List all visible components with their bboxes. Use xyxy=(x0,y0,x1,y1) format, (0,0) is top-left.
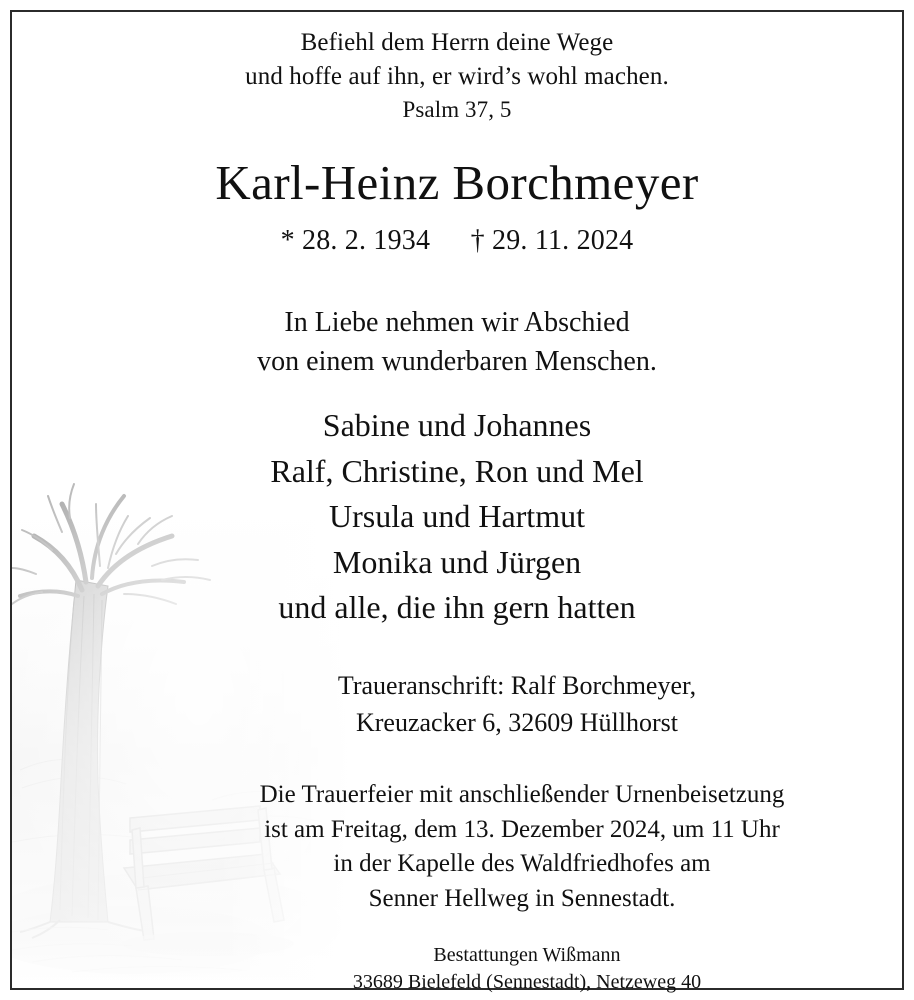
survivor-line: und alle, die ihn gern hatten xyxy=(278,588,636,625)
mourning-address-line-1: Traueranschrift: Ralf Borchmeyer, xyxy=(337,671,697,701)
mourning-address xyxy=(120,668,914,742)
verse-line-1: Befiehl dem Herrn deine Wege xyxy=(300,29,614,56)
farewell-line-2: von einem wunderbaren Menschen. xyxy=(257,346,657,377)
mourning-address-line-2: Kreuzacker 6, 32609 Hüllhorst xyxy=(355,708,679,738)
funeral-home-block xyxy=(140,942,914,996)
verse-source: Psalm 37, 5 xyxy=(402,97,512,122)
survivor-line: Sabine und Johannes xyxy=(322,407,592,444)
verse-line-2: und hoffe auf ihn, er wird’s wohl machen. xyxy=(245,62,669,90)
funeral-home-name: Bestattungen Wißmann xyxy=(433,944,621,967)
farewell-line-1: In Liebe nehmen wir Abschied xyxy=(284,306,630,338)
birth-date: * 28. 2. 1934 xyxy=(280,224,431,256)
survivors-list xyxy=(0,403,914,630)
farewell-block xyxy=(0,303,914,381)
funeral-home-address: 33689 Bielefeld (Sennestadt), Netzeweg 40 xyxy=(352,971,702,994)
survivor-line: Ursula und Hartmut xyxy=(329,498,585,535)
life-dates xyxy=(0,225,914,257)
verse-block xyxy=(0,26,914,126)
ceremony-line-4: Senner Hellweg in Sennestadt. xyxy=(368,884,676,912)
ceremony-details xyxy=(130,778,914,916)
survivor-line: Ralf, Christine, Ron und Mel xyxy=(270,452,644,489)
ceremony-line-2: ist am Freitag, dem 13. Dezember 2024, um 11 Uhr xyxy=(264,815,780,843)
ceremony-line-1: Die Trauerfeier mit anschließender Urnenbeisetzung xyxy=(259,781,785,809)
survivor-line: Monika und Jürgen xyxy=(332,543,582,580)
ceremony-line-3: in der Kapelle des Waldfriedhofes am xyxy=(333,850,711,878)
deceased-name: Karl-Heinz Borchmeyer xyxy=(215,154,699,210)
death-date: † 29. 11. 2024 xyxy=(470,224,634,256)
